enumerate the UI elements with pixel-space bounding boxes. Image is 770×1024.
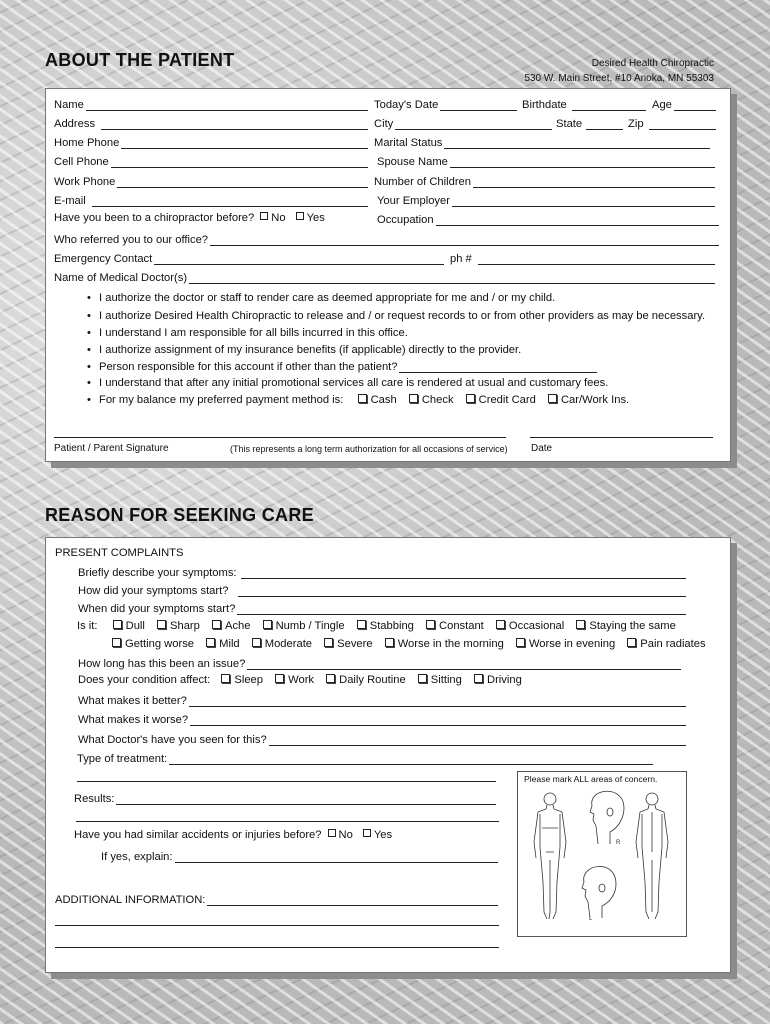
section-title-reason-for-care: REASON FOR SEEKING CARE <box>45 505 314 525</box>
treatment-extra-line[interactable] <box>77 781 496 782</box>
medical-doctor-field[interactable]: Name of Medical Doctor(s) <box>54 268 715 284</box>
mark-l-label: L <box>589 916 593 922</box>
authorization-item: • I authorize the doctor or staff to render care as deemed appropriate for me and / or my child. <box>99 292 555 304</box>
symptom-severe-checkbox[interactable]: Severe <box>324 638 372 650</box>
chiro-no-checkbox[interactable] <box>260 212 268 220</box>
affect-sleep-checkbox[interactable]: Sleep <box>221 674 263 686</box>
results-extra-line[interactable] <box>76 821 499 822</box>
city-field[interactable]: City <box>374 114 552 130</box>
symptom-type-row-2 <box>112 638 715 650</box>
affect-work-checkbox[interactable]: Work <box>275 674 314 686</box>
similar-injuries-question: Have you had similar accidents or injuries before? No Yes <box>74 829 393 841</box>
symptom-worse-morning-checkbox[interactable]: Worse in the morning <box>385 638 504 650</box>
explain-field[interactable]: If yes, explain: <box>101 847 498 863</box>
symptom-occasional-checkbox[interactable]: Occasional <box>496 620 564 632</box>
clinic-address: 530 W. Main Street, #10 Anoka, MN 55303 <box>524 73 714 84</box>
payment-credit-card-checkbox[interactable]: Credit Card <box>466 394 536 406</box>
additional-line-2[interactable] <box>55 925 499 926</box>
affect-driving-checkbox[interactable]: Driving <box>474 674 522 686</box>
symptom-sharp-checkbox[interactable]: Sharp <box>157 620 200 632</box>
present-complaints-label: PRESENT COMPLAINTS <box>55 547 184 559</box>
additional-line-3[interactable] <box>55 947 499 948</box>
symptom-stabbing-checkbox[interactable]: Stabbing <box>357 620 414 632</box>
clinic-name: Desired Health Chiropractic <box>591 58 714 69</box>
date-label: Date <box>531 443 553 454</box>
authorization-item: • I authorize assignment of my insurance benefits (if applicable) directly to the provider. <box>99 344 521 356</box>
date-line[interactable] <box>530 437 713 438</box>
affect-daily-routine-checkbox[interactable]: Daily Routine <box>326 674 406 686</box>
clinic-info <box>524 56 714 86</box>
symptom-numb-tingle-checkbox[interactable]: Numb / Tingle <box>263 620 345 632</box>
emergency-phone-field[interactable]: ph # <box>450 249 715 265</box>
mark-r-label: R <box>616 840 621 846</box>
chiropractor-before-question: Have you been to a chiropractor before? No Yes <box>54 212 325 224</box>
body-diagram-caption: Please mark ALL areas of concern. <box>524 774 658 784</box>
referred-by-field[interactable]: Who referred you to our office? <box>54 230 719 246</box>
makes-better-field[interactable]: What makes it better? <box>78 691 686 707</box>
symptoms-description-field[interactable]: Briefly describe your symptoms: <box>78 563 686 579</box>
symptoms-start-how-field[interactable]: How did your symptoms start? <box>78 581 686 597</box>
employer-field[interactable]: Your Employer <box>377 191 715 207</box>
affect-sitting-checkbox[interactable]: Sitting <box>418 674 462 686</box>
home-phone-field[interactable]: Home Phone <box>54 133 368 149</box>
similar-no-checkbox[interactable] <box>328 829 336 837</box>
number-of-children-field[interactable]: Number of Children <box>374 172 715 188</box>
payment-check-checkbox[interactable]: Check <box>409 394 454 406</box>
age-field[interactable]: Age <box>652 95 716 111</box>
marital-status-field[interactable]: Marital Status <box>374 133 710 149</box>
how-long-field[interactable]: How long has this been an issue? <box>78 654 681 670</box>
symptom-getting-worse-checkbox[interactable]: Getting worse <box>112 638 194 650</box>
results-field[interactable]: Results: <box>74 789 496 805</box>
signature-line[interactable] <box>54 437 506 438</box>
state-field[interactable]: State <box>556 114 623 130</box>
occupation-field[interactable]: Occupation <box>377 210 719 226</box>
symptom-moderate-checkbox[interactable]: Moderate <box>252 638 312 650</box>
symptom-mild-checkbox[interactable]: Mild <box>206 638 240 650</box>
address-field[interactable]: Address <box>54 114 368 130</box>
additional-information-field[interactable]: ADDITIONAL INFORMATION: <box>55 890 498 906</box>
condition-affect-row: Does your condition affect: Sleep Work Daily Routine Sitting Driving <box>78 674 522 686</box>
zip-field[interactable]: Zip <box>628 114 716 130</box>
payment-method-row: • For my balance my preferred payment method is: Cash Check Credit Card Car/Work Ins. <box>99 394 638 406</box>
name-field[interactable]: Name <box>54 95 368 111</box>
treatment-type-field[interactable]: Type of treatment: <box>77 749 653 765</box>
authorization-item: • I understand that after any initial promotional services all care is rendered at usual and customary fees. <box>99 377 608 389</box>
chiro-yes-checkbox[interactable] <box>296 212 304 220</box>
todays-date-field[interactable]: Today's Date <box>374 95 517 111</box>
birthdate-field[interactable]: Birthdate <box>522 95 646 111</box>
about-patient-panel <box>45 88 731 462</box>
symptom-ache-checkbox[interactable]: Ache <box>212 620 251 632</box>
authorization-item: • I understand I am responsible for all bills incurred in this office. <box>99 327 408 339</box>
doctors-seen-field[interactable]: What Doctor's have you seen for this? <box>78 730 686 746</box>
similar-yes-checkbox[interactable] <box>363 829 371 837</box>
makes-worse-field[interactable]: What makes it worse? <box>78 710 686 726</box>
cell-phone-field[interactable]: Cell Phone <box>54 152 368 168</box>
symptom-staying-same-checkbox[interactable]: Staying the same <box>576 620 675 632</box>
email-field[interactable]: E-mail <box>54 191 368 207</box>
section-title-about-patient: ABOUT THE PATIENT <box>45 50 235 70</box>
work-phone-field[interactable]: Work Phone <box>54 172 368 188</box>
payment-cash-checkbox[interactable]: Cash <box>358 394 397 406</box>
responsible-person-field[interactable]: • Person responsible for this account if other than the patient? <box>99 361 597 373</box>
symptom-worse-evening-checkbox[interactable]: Worse in evening <box>516 638 615 650</box>
body-outline-icon <box>518 772 686 936</box>
payment-car-work-ins-checkbox[interactable]: Car/Work Ins. <box>548 394 629 406</box>
signature-note: (This represents a long term authorization for all occasions of service) <box>230 444 508 454</box>
symptom-type-row-1: Is it: Dull Sharp Ache Numb / Tingle Stabbing Constant Occasional Staying the same <box>77 620 676 632</box>
symptom-dull-checkbox[interactable]: Dull <box>113 620 145 632</box>
spouse-name-field[interactable]: Spouse Name <box>377 152 715 168</box>
symptom-constant-checkbox[interactable]: Constant <box>426 620 484 632</box>
symptom-pain-radiates-checkbox[interactable]: Pain radiates <box>627 638 705 650</box>
authorization-item: • I authorize Desired Health Chiropractic to release and / or request records to or from other providers as may be necessary. <box>99 310 705 322</box>
symptoms-start-when-field[interactable]: When did your symptoms start? <box>78 599 686 615</box>
signature-label: Patient / Parent Signature <box>54 443 169 454</box>
reason-for-care-panel <box>45 537 731 973</box>
emergency-contact-field[interactable]: Emergency Contact <box>54 249 444 265</box>
body-diagram-box[interactable] <box>517 771 687 937</box>
